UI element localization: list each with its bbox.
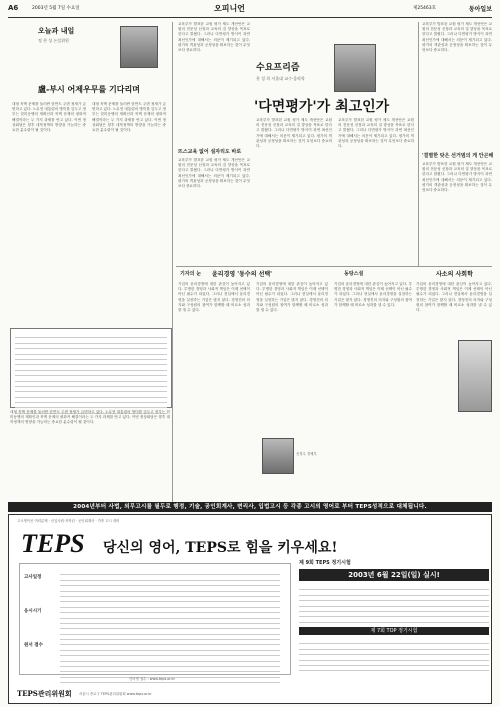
section-title: 오피니언 (214, 3, 245, 13)
ad-right-top: 제 9회 TEPS 정기시험 (299, 560, 351, 566)
teps-advertisement (8, 514, 492, 704)
ad-small-header: 고시생이신 여러분께 · 신입사원·저학년 · 공인회계사 · 각종 고시 대비 (17, 519, 120, 523)
page-number: A6 (8, 4, 19, 12)
ad-footer-org: TEPS관리위원회 (17, 689, 72, 698)
page-header (8, 4, 492, 16)
column-author: 정 찬 성 논설위원 (38, 38, 69, 43)
table-rows (15, 333, 167, 414)
columnist-name: 홍 성 희 서울대 교수·음악학 (256, 76, 305, 81)
ad-banner-strip: 2004년부터 사법, 외무고시를 필두로 행정, 기술, 공인회계사, 변리사, 입법고시 등 각종 고시의 영어로 부터 TEPS성적으로 대체됩니다. (8, 502, 492, 512)
column-body-2: 대형 북핵 문제를 둘러싼 한반도 주변 정세가 급변하고 있다. 노무현 대통령의 방미를 앞두고 정부는 한미동맹의 재확인과 북핵 문제의 평화적 해결이라는 두 가지 과제를 안고 있다. 이번 정상회담은 향후 대북정책의 방향을 가늠하는 중요한 분수령이 될 것이다. (92, 102, 166, 133)
mid-body-1: 교육부가 발표한 교원 평가 제도 개선안은 교원의 전문성 신장과 교육의 질 향상을 목표로 한다고 밝혔다. 그러나 다면평가 방식이 과연 최선인가에 대해서는 의문이 제기되고 있다. 평가의 객관성과 공정성을 확보하는 것이 무엇보다 중요하다. (178, 22, 250, 53)
right-divider (418, 22, 419, 266)
mid-subhead: 뜨스교육 없어 설자리도 바로 (178, 149, 242, 155)
right-body-3: 기업의 윤리경영에 대한 관심이 높아지고 있다. 투명한 경영과 사회적 책임은 이제 선택이 아닌 필수가 되었다. 그러나 현실에서 윤리경영을 실천하는 기업은 많지 않다. 경영진의 의지와 구성원의 참여가 함께할 때 비로소 성과를 낼 수 있다. (334, 282, 412, 307)
columnist-body-2: 교육부가 발표한 교원 평가 제도 개선안은 교원의 전문성 신장과 교육의 질 향상을 목표로 한다고 밝혔다. 그러나 다면평가 방식이 과연 최선인가에 대해서는 의문이 제기되고 있다. 평가의 객관성과 공정성을 확보하는 것이 무엇보다 중요하다. (338, 118, 414, 149)
column-headline: 盧-부시 어제우무를 기다리며 (38, 84, 140, 94)
ad-footer-contact: 서울시 종로구 TEPS관리위원회 www.teps.or.kr (79, 692, 152, 696)
ad-schedule-box (19, 563, 291, 675)
date: 2003년 5월 7일 수요일 (32, 6, 80, 11)
columnist-body-1: 교육부가 발표한 교원 평가 제도 개선안은 교원의 전문성 신장과 교육의 질 향상을 목표로 한다고 밝혔다. 그러나 다면평가 방식이 과연 최선인가에 대해서는 의문이 제기되고 있다. 평가의 객관성과 공정성을 확보하는 것이 무엇보다 중요하다. (256, 118, 332, 149)
ad-url-line[interactable]: 인터넷 접수 : www.teps.or.kr (129, 677, 175, 681)
ad-exam-date: 2003년 6월 22일(일) 실시! (299, 569, 489, 581)
reporter-title: 윤리경영 '동수의 선택' (212, 271, 273, 278)
column-body-1: 대형 북핵 문제를 둘러싼 한반도 주변 정세가 급변하고 있다. 노무현 대통령의 방미를 앞두고 정부는 한미동맹의 재확인과 북핵 문제의 평화적 해결이라는 두 가지 과제를 안고 있다. 이번 정상회담은 향후 대북정책의 방향을 가늠하는 중요한 분수령이 될 것이다. (12, 102, 86, 133)
reporter-body-2: 기업의 윤리경영에 대한 관심이 높아지고 있다. 투명한 경영과 사회적 책임은 이제 선택이 아닌 필수가 되었다. 그러나 현실에서 윤리경영을 실천하는 기업은 많지 않다. 경영진의 의지와 구성원의 참여가 함께할 때 비로소 성과를 낼 수 있다. (256, 282, 328, 313)
columnist-headline: '다면평가'가 최고인가 (254, 99, 390, 115)
mid-rule (176, 266, 492, 267)
author-photo (120, 26, 158, 68)
columnist-photo (334, 44, 376, 92)
column-left-today (8, 22, 170, 322)
right-subhead: '결별한 탓은 선거범의 게 안곤해 (422, 153, 494, 159)
issue-number: 제25463호 (412, 6, 436, 11)
mid-body-2: 교육부가 발표한 교원 평가 제도 개선안은 교원의 전문성 신장과 교육의 질 향상을 목표로 한다고 밝혔다. 그러나 다면평가 방식이 과연 최선인가에 대해서는 의문이 제기되고 있다. 평가의 객관성과 공정성을 확보하는 것이 무엇보다 중요하다. (178, 158, 250, 189)
right-body-1: 교육부가 발표한 교원 평가 제도 개선안은 교원의 전문성 신장과 교육의 질 향상을 목표로 한다고 밝혔다. 그러나 다면평가 방식이 과연 최선인가에 대해서는 의문이 제기되고 있다. 평가의 객관성과 공정성을 확보하는 것이 무엇보다 중요하다. (422, 22, 492, 53)
ad-row-label-1: 고사일정 (24, 575, 42, 580)
cartoon-image (458, 340, 492, 412)
info-table (10, 328, 172, 408)
left-bottom-text: 대형 북핵 문제를 둘러싼 한반도 주변 정세가 급변하고 있다. 노무현 대통령의 방미를 앞두고 정부는 한미동맹의 재확인과 북핵 문제의 평화적 해결이라는 두 가지 과제를 안고 있다. 이번 정상회담은 향후 대북정책의 방향을 가늠하는 중요한 분수령이 될 것이다. (10, 410, 170, 425)
right-body-2: 교육부가 발표한 교원 평가 제도 개선안은 교원의 전문성 신장과 교육의 질 향상을 목표로 한다고 밝혔다. 그러나 다면평가 방식이 과연 최선인가에 대해서는 의문이 제기되고 있다. 평가의 객관성과 공정성을 확보하는 것이 무엇보다 중요하다. (422, 162, 492, 193)
ad-slogan: 당신의 영어, TEPS로 힘을 키우세요! (103, 540, 338, 556)
ad-schedule-lines (60, 570, 280, 683)
teps-logo: TEPS (21, 529, 85, 558)
ad-mid-label: 제 7회 TOP 정기시험 (299, 627, 489, 635)
right-kicker: 동탕스설 (344, 271, 364, 277)
reporter-kicker: 기자의 눈 (180, 271, 202, 277)
ad-right-lines (299, 585, 489, 628)
column-kicker: 오늘과 내일 (38, 26, 75, 35)
ad-row-label-3: 원서 접수 (24, 643, 43, 648)
header-rule (8, 17, 492, 18)
column-divider (172, 22, 173, 502)
reporter-photo (262, 438, 294, 474)
reporter-caption: 신경수 경제부 (296, 452, 317, 456)
paper-name: 동아일보 (468, 6, 492, 13)
ad-row-label-2: 응시시기 (24, 609, 42, 614)
ad-right-lines-2 (299, 639, 489, 671)
right-body-4: 기업의 윤리경영에 대한 관심이 높아지고 있다. 투명한 경영과 사회적 책임은 이제 선택이 아닌 필수가 되었다. 그러나 현실에서 윤리경영을 실천하는 기업은 많지 않다. 경영진의 의지와 구성원의 참여가 함께할 때 비로소 성과를 낼 수 있다. (416, 282, 492, 313)
columnist-kicker: 수요프리즘 (256, 63, 300, 73)
reporter-body-1: 기업의 윤리경영에 대한 관심이 높아지고 있다. 투명한 경영과 사회적 책임은 이제 선택이 아닌 필수가 되었다. 그러나 현실에서 윤리경영을 실천하는 기업은 많지 않다. 경영진의 의지와 구성원의 참여가 함께할 때 비로소 성과를 낼 수 있다. (178, 282, 250, 313)
right-title: 사소의 사회학 (436, 271, 473, 278)
